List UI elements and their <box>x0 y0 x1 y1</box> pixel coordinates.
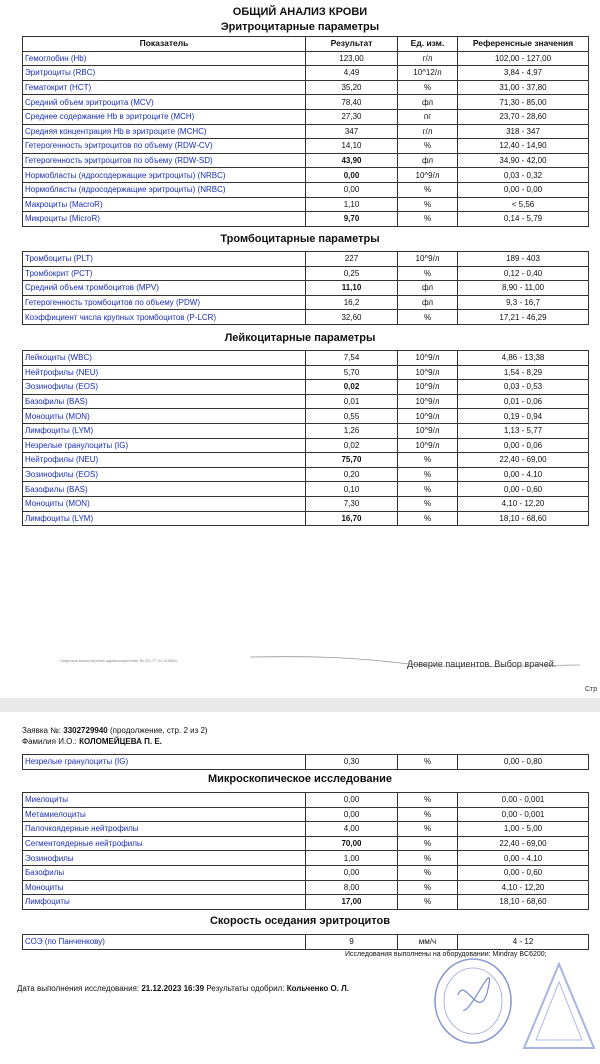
table-row <box>23 807 589 822</box>
table-row <box>23 423 589 438</box>
row-name: Незрелые гранулоциты (IG) <box>23 438 306 453</box>
table-row <box>23 51 589 66</box>
row-name: Моноциты (MON) <box>23 496 306 511</box>
row-unit: % <box>398 895 458 910</box>
row-unit: г/л <box>398 51 458 66</box>
col-header-unit: Ед. изм. <box>398 37 458 52</box>
table-row <box>23 182 589 197</box>
row-unit: пг <box>398 109 458 124</box>
row-ref: 0,00 - 0,60 <box>458 865 589 880</box>
row-result: 0,00 <box>306 182 398 197</box>
date-line <box>17 984 349 993</box>
row-name: Макроциты (MacroR) <box>23 197 306 212</box>
row-name: Миелоциты <box>23 793 306 808</box>
row-name: Сегментоядерные нейтрофилы <box>23 836 306 851</box>
row-name: Средняя концентрация Hb в эритроците (MCHC) <box>23 124 306 139</box>
row-ref: 189 - 403 <box>458 252 589 267</box>
row-unit: % <box>398 139 458 154</box>
row-unit: % <box>398 482 458 497</box>
row-result: 17,00 <box>306 895 398 910</box>
row-result: 0,00 <box>306 865 398 880</box>
table-row <box>23 851 589 866</box>
row-ref: 0,12 - 0,40 <box>458 266 589 281</box>
table-row <box>23 482 589 497</box>
esr-table <box>22 934 589 950</box>
row-result: 123,00 <box>306 51 398 66</box>
table-row <box>23 252 589 267</box>
table-row <box>23 281 589 296</box>
table-row <box>23 865 589 880</box>
approved-label: Результаты одобрил: <box>206 984 285 993</box>
row-ref: 22,40 - 69,00 <box>458 836 589 851</box>
row-result: 0,00 <box>306 168 398 183</box>
row-result: 7,30 <box>306 496 398 511</box>
table-row <box>23 438 589 453</box>
doctor-stamp <box>430 955 516 1047</box>
row-result: 0,01 <box>306 394 398 409</box>
row-ref: 23,70 - 28,60 <box>458 109 589 124</box>
table-row <box>23 793 589 808</box>
row-ref: 102,00 - 127,00 <box>458 51 589 66</box>
patient-name: КОЛОМЕЙЦЕВА П. Е. <box>79 737 162 746</box>
row-unit: мм/ч <box>398 935 458 950</box>
row-unit: % <box>398 755 458 770</box>
table-row <box>23 755 589 770</box>
table-row <box>23 895 589 910</box>
row-result: 1,10 <box>306 197 398 212</box>
row-ref: 34,90 - 42,00 <box>458 153 589 168</box>
row-ref: 17,21 - 46,29 <box>458 310 589 325</box>
row-unit: 10^9/л <box>398 252 458 267</box>
row-name: Микроциты (MicroR) <box>23 212 306 227</box>
row-result: 70,00 <box>306 836 398 851</box>
row-unit: % <box>398 851 458 866</box>
table-row <box>23 266 589 281</box>
table-row <box>23 365 589 380</box>
row-result: 11,10 <box>306 281 398 296</box>
col-header-parameter: Показатель <box>23 37 306 52</box>
row-ref: 3,84 - 4,97 <box>458 66 589 81</box>
row-result: 0,02 <box>306 380 398 395</box>
row-unit: % <box>398 80 458 95</box>
table-row <box>23 467 589 482</box>
row-name: Моноциты (MON) <box>23 409 306 424</box>
row-unit: 10^9/л <box>398 168 458 183</box>
row-result: 35,20 <box>306 80 398 95</box>
row-result: 1,26 <box>306 423 398 438</box>
row-ref: 0,00 - 0,60 <box>458 482 589 497</box>
table-row <box>23 139 589 154</box>
row-name: Средний объем эритроцита (MCV) <box>23 95 306 110</box>
row-unit: фл <box>398 295 458 310</box>
table-row <box>23 212 589 227</box>
row-name: Лимфоциты (LYM) <box>23 423 306 438</box>
col-header-reference: Референсные значения <box>458 37 589 52</box>
row-unit: 10^9/л <box>398 351 458 366</box>
row-result: 27,30 <box>306 109 398 124</box>
table-row <box>23 351 589 366</box>
row-result: 0,00 <box>306 793 398 808</box>
section-heading-platelet: Тромбоцитарные параметры <box>220 233 380 245</box>
erythrocyte-table <box>22 36 589 227</box>
row-ref: 1,00 - 5,00 <box>458 822 589 837</box>
license-text: Лицензия министерства здравоохранения № ЛО-77-01-019880 <box>60 658 177 663</box>
row-name: Гетерогенность эритроцитов по объему (RDW-CV) <box>23 139 306 154</box>
report-page-2 <box>0 712 600 1064</box>
row-unit: % <box>398 865 458 880</box>
row-result: 75,70 <box>306 453 398 468</box>
date-label: Дата выполнения исследования: <box>17 984 140 993</box>
row-result: 227 <box>306 252 398 267</box>
row-result: 0,20 <box>306 467 398 482</box>
row-unit: % <box>398 197 458 212</box>
table-row <box>23 496 589 511</box>
row-result: 1,00 <box>306 851 398 866</box>
row-result: 43,90 <box>306 153 398 168</box>
row-ref: 0,00 - 0,06 <box>458 438 589 453</box>
table-row <box>23 197 589 212</box>
row-unit: фл <box>398 281 458 296</box>
row-name: Гематокрит (HCT) <box>23 80 306 95</box>
order-label: Заявка №: <box>22 726 62 735</box>
date-value: 21.12.2023 16:39 <box>141 984 205 993</box>
row-result: 0,25 <box>306 266 398 281</box>
row-name: Базофилы <box>23 865 306 880</box>
row-unit: % <box>398 266 458 281</box>
row-name: Гемоглобин (Hb) <box>23 51 306 66</box>
row-name: Тромбокрит (PCT) <box>23 266 306 281</box>
row-ref: 4,10 - 12,20 <box>458 496 589 511</box>
table-row <box>23 295 589 310</box>
row-ref: 31,00 - 37,80 <box>458 80 589 95</box>
row-name: Тромбоциты (PLT) <box>23 252 306 267</box>
section-heading-erythrocyte: Эритроцитарные параметры <box>220 21 380 33</box>
row-ref: 1,54 - 8,29 <box>458 365 589 380</box>
row-ref: 12,40 - 14,90 <box>458 139 589 154</box>
row-ref: 9,3 - 16,7 <box>458 295 589 310</box>
row-name: Незрелые гранулоциты (IG) <box>23 755 306 770</box>
row-unit: 10^9/л <box>398 438 458 453</box>
row-name: Гетерогенность эритроцитов по объему (RDW-SD) <box>23 153 306 168</box>
row-result: 32,60 <box>306 310 398 325</box>
row-result: 4,49 <box>306 66 398 81</box>
row-ref: 0,00 - 0,001 <box>458 793 589 808</box>
table-row <box>23 880 589 895</box>
table-row <box>23 836 589 851</box>
row-unit: 10^9/л <box>398 365 458 380</box>
row-unit: % <box>398 467 458 482</box>
row-result: 16,2 <box>306 295 398 310</box>
table-row <box>23 168 589 183</box>
row-unit: % <box>398 793 458 808</box>
order-number: 3302729940 <box>63 726 108 735</box>
row-unit: фл <box>398 153 458 168</box>
row-name: Метамиелоциты <box>23 807 306 822</box>
row-ref: 4,86 - 13,38 <box>458 351 589 366</box>
row-name: Нормобласты (ядросодержащие эритроциты) (NRBC) <box>23 168 306 183</box>
table-row <box>23 80 589 95</box>
table-row <box>23 409 589 424</box>
table-row <box>23 935 589 950</box>
row-unit: % <box>398 182 458 197</box>
row-name: Лимфоциты (LYM) <box>23 511 306 526</box>
row-name: Базофилы (BAS) <box>23 482 306 497</box>
order-line <box>22 726 208 735</box>
row-name: Нормобласты (ядросодержащие эритроциты) (NRBC) <box>23 182 306 197</box>
row-result: 0,30 <box>306 755 398 770</box>
row-ref: 0,19 - 0,94 <box>458 409 589 424</box>
row-name: Лейкоциты (WBC) <box>23 351 306 366</box>
row-name: Базофилы (BAS) <box>23 394 306 409</box>
row-ref: 0,03 - 0,32 <box>458 168 589 183</box>
row-result: 0,10 <box>306 482 398 497</box>
row-name: Эритроциты (RBC) <box>23 66 306 81</box>
row-ref: 0,14 - 5,79 <box>458 212 589 227</box>
row-ref: 0,00 - 0,80 <box>458 755 589 770</box>
row-ref: 0,00 - 0,00 <box>458 182 589 197</box>
row-ref: 0,00 - 4,10 <box>458 851 589 866</box>
order-suffix: (продолжение, стр. 2 из 2) <box>109 726 208 735</box>
footer-slogan: Доверие пациентов. Выбор врачей. <box>407 659 557 669</box>
row-result: 8,00 <box>306 880 398 895</box>
row-ref: 4 - 12 <box>458 935 589 950</box>
row-ref: 71,30 - 85,00 <box>458 95 589 110</box>
ig-table <box>22 754 589 770</box>
leukocyte-table <box>22 350 589 526</box>
microscopic-table <box>22 792 589 910</box>
row-ref: 1,13 - 5,77 <box>458 423 589 438</box>
row-name: Коэффициент числа крупных тромбоцитов (P-LCR) <box>23 310 306 325</box>
table-row <box>23 310 589 325</box>
row-name: Нейтрофилы (NEU) <box>23 453 306 468</box>
row-result: 14,10 <box>306 139 398 154</box>
row-ref: 318 - 347 <box>458 124 589 139</box>
row-name: Эозинофилы (EOS) <box>23 380 306 395</box>
row-unit: % <box>398 836 458 851</box>
row-unit: % <box>398 310 458 325</box>
row-unit: % <box>398 880 458 895</box>
table-row <box>23 453 589 468</box>
row-unit: 10^9/л <box>398 423 458 438</box>
section-heading-microscopic: Микроскопическое исследование <box>208 773 392 785</box>
row-ref: 0,00 - 0,001 <box>458 807 589 822</box>
row-name: Эозинофилы (EOS) <box>23 467 306 482</box>
row-unit: фл <box>398 95 458 110</box>
row-unit: 10^12/л <box>398 66 458 81</box>
row-result: 4,00 <box>306 822 398 837</box>
row-ref: 18,10 - 68,60 <box>458 895 589 910</box>
row-unit: 10^9/л <box>398 409 458 424</box>
row-ref: 0,03 - 0,53 <box>458 380 589 395</box>
row-unit: 10^9/л <box>398 394 458 409</box>
row-unit: % <box>398 496 458 511</box>
row-ref: 0,00 - 4,10 <box>458 467 589 482</box>
table-row <box>23 153 589 168</box>
row-unit: г/л <box>398 124 458 139</box>
row-name: Палочкоядерные нейтрофилы <box>23 822 306 837</box>
row-unit: % <box>398 511 458 526</box>
row-unit: % <box>398 807 458 822</box>
row-result: 5,70 <box>306 365 398 380</box>
row-result: 78,40 <box>306 95 398 110</box>
table-row <box>23 124 589 139</box>
patient-line <box>22 737 162 746</box>
row-name: Нейтрофилы (NEU) <box>23 365 306 380</box>
col-header-result: Результат <box>306 37 398 52</box>
row-result: 0,55 <box>306 409 398 424</box>
report-title: ОБЩИЙ АНАЛИЗ КРОВИ <box>232 6 368 18</box>
platelet-table <box>22 251 589 325</box>
equipment-note: Исследования выполнены на оборудовании: Mindray BC6200; <box>345 951 547 958</box>
row-result: 7,54 <box>306 351 398 366</box>
row-ref: 18,10 - 68,60 <box>458 511 589 526</box>
row-unit: % <box>398 453 458 468</box>
row-name: Лимфоциты <box>23 895 306 910</box>
patient-label: Фамилия И.О.: <box>22 737 77 746</box>
row-unit: % <box>398 822 458 837</box>
table-row <box>23 95 589 110</box>
table-row <box>23 822 589 837</box>
table-row <box>23 380 589 395</box>
row-ref: 22,40 - 69,00 <box>458 453 589 468</box>
section-heading-leukocyte: Лейкоцитарные параметры <box>224 332 376 344</box>
row-unit: % <box>398 212 458 227</box>
row-ref: 4,10 - 12,20 <box>458 880 589 895</box>
row-result: 0,00 <box>306 807 398 822</box>
section-heading-esr: Скорость оседания эритроцитов <box>209 915 391 927</box>
row-result: 347 <box>306 124 398 139</box>
page-marker: Стр <box>585 686 598 693</box>
row-name: Моноциты <box>23 880 306 895</box>
row-result: 16,70 <box>306 511 398 526</box>
row-name: Среднее содержание Hb в эритроците (MCH) <box>23 109 306 124</box>
row-ref: 0,01 - 0,06 <box>458 394 589 409</box>
row-unit: 10^9/л <box>398 380 458 395</box>
row-ref: 8,90 - 11,00 <box>458 281 589 296</box>
row-result: 9 <box>306 935 398 950</box>
row-ref: < 5,56 <box>458 197 589 212</box>
row-result: 9,70 <box>306 212 398 227</box>
table-row <box>23 109 589 124</box>
row-name: Эозинофилы <box>23 851 306 866</box>
table-row <box>23 511 589 526</box>
row-name: Гетерогенность тромбоцитов по объему (PDW) <box>23 295 306 310</box>
lab-stamp <box>520 960 598 1052</box>
row-result: 0,02 <box>306 438 398 453</box>
table-row <box>23 394 589 409</box>
row-name: Средний объем тромбоцитов (MPV) <box>23 281 306 296</box>
row-name: СОЭ (по Панченкову) <box>23 935 306 950</box>
approved-name: Кольченко О. Л. <box>286 984 349 993</box>
table-row <box>23 66 589 81</box>
